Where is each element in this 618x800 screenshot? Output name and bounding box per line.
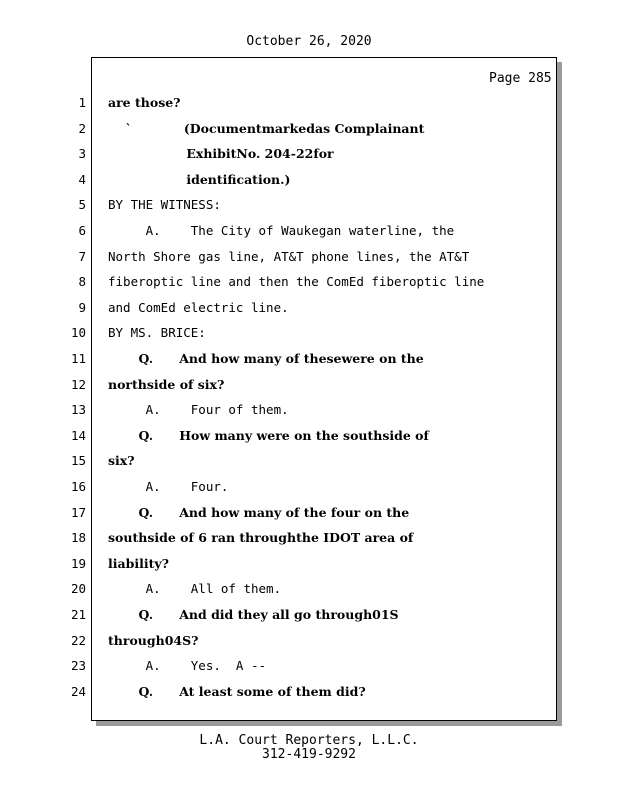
line-number: 15 xyxy=(70,453,86,469)
transcript-line: through04S? xyxy=(108,632,199,648)
line-number: 18 xyxy=(70,530,86,546)
transcript-line: fiberoptic line and then the ComEd fiberoptic line xyxy=(108,274,485,290)
transcript-line: A. Four of them. xyxy=(108,402,289,418)
transcript-line: Q. And did they all go through01S xyxy=(108,607,399,622)
transcript-line: and ComEd electric line. xyxy=(108,299,289,315)
line-number: 20 xyxy=(70,581,86,597)
transcript-line: are those? xyxy=(108,95,181,110)
line-number: 9 xyxy=(78,299,86,315)
line-number: 8 xyxy=(78,274,86,290)
line-number: 5 xyxy=(78,197,86,213)
line-number: 19 xyxy=(70,555,86,571)
page-number: Page 285 xyxy=(489,71,552,86)
line-number: 14 xyxy=(70,427,86,443)
line-number: 16 xyxy=(70,479,86,494)
reporter-phone: 312-419-9292 xyxy=(262,747,356,762)
line-number: 1 xyxy=(78,95,86,110)
transcript-line: six? xyxy=(108,453,135,469)
line-number: 2 xyxy=(78,120,86,136)
line-number: 22 xyxy=(70,632,86,648)
line-number: 10 xyxy=(70,325,86,341)
line-number: 4 xyxy=(78,171,86,187)
line-number: 3 xyxy=(78,146,86,162)
line-number: 6 xyxy=(78,223,86,238)
line-number: 11 xyxy=(70,351,86,366)
transcript-line: northside of six? xyxy=(108,376,225,392)
transcript-line: ` (Documentmarkedas Complainant xyxy=(108,120,425,136)
transcript-line: southside of 6 ran throughthe IDOT area of xyxy=(108,530,414,546)
transcript-line: North Shore gas line, AT&T phone lines, the AT&T xyxy=(108,248,470,264)
line-number: 12 xyxy=(70,376,86,392)
line-number: 21 xyxy=(70,607,86,622)
transcript-line: Q. How many were on the southside of xyxy=(108,427,429,443)
transcript-line: A. All of them. xyxy=(108,581,282,597)
transcript-line: BY MS. BRICE: xyxy=(108,325,206,341)
transcript-line: liability? xyxy=(108,555,169,571)
transcript-date: October 26, 2020 xyxy=(246,34,372,49)
line-number: 7 xyxy=(78,248,86,264)
transcript-line: Q. And how many of the four on the xyxy=(108,504,410,520)
transcript-line: BY THE WITNESS: xyxy=(108,197,221,213)
transcript-line: identification.) xyxy=(108,171,291,187)
transcript-line: Q. And how many of thesewere on the xyxy=(108,351,424,366)
line-number: 23 xyxy=(70,658,86,674)
line-number: 13 xyxy=(70,402,86,418)
transcript-line: A. Yes. A -- xyxy=(108,658,267,674)
transcript-line: Q. At least some of them did? xyxy=(108,683,366,699)
transcript-line: A. Four. xyxy=(108,479,229,494)
reporter-company: L.A. Court Reporters, L.L.C. xyxy=(199,733,419,748)
line-number: 24 xyxy=(70,683,86,699)
transcript-line: A. The City of Waukegan waterline, the xyxy=(108,223,455,238)
line-number: 17 xyxy=(70,504,86,520)
transcript-line: ExhibitNo. 204-22for xyxy=(108,146,334,162)
